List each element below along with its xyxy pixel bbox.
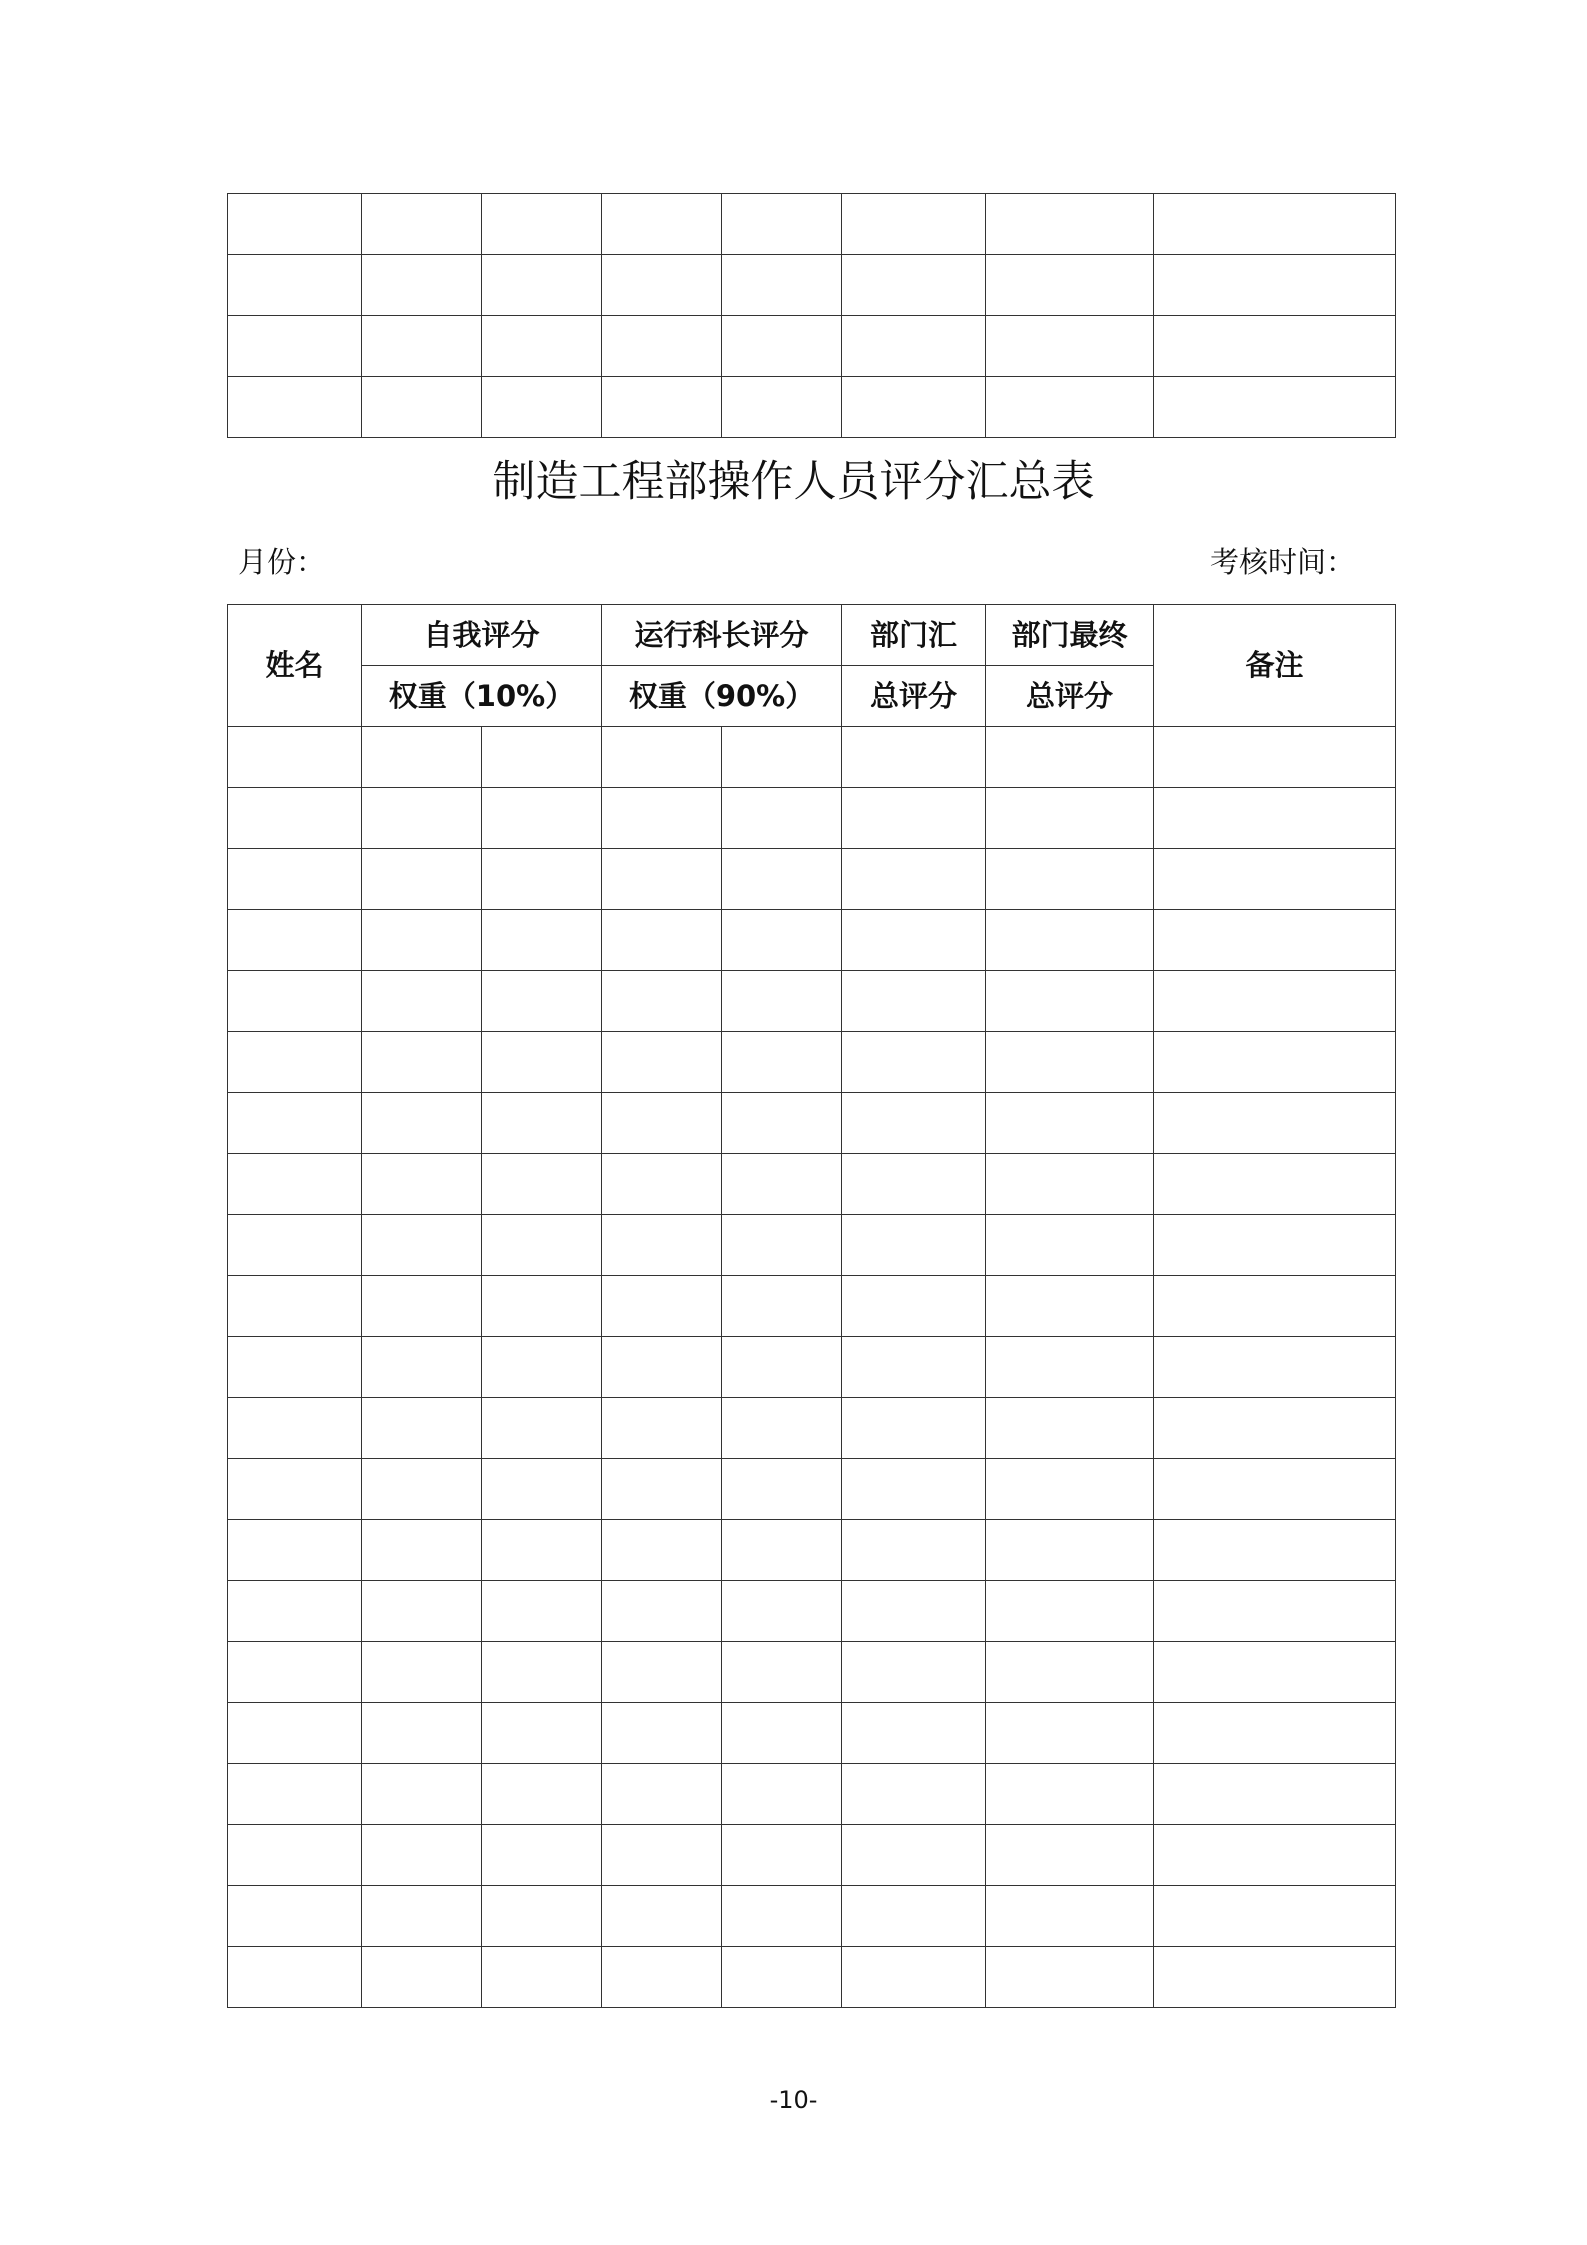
table-cell bbox=[1154, 971, 1396, 1032]
continued-table-body bbox=[228, 194, 1396, 438]
table-row bbox=[228, 1459, 1396, 1520]
table-cell bbox=[228, 971, 362, 1032]
table-cell bbox=[842, 1093, 986, 1154]
table-cell bbox=[722, 1215, 842, 1276]
table-cell bbox=[722, 1642, 842, 1703]
table-cell bbox=[1154, 1642, 1396, 1703]
table-cell bbox=[602, 1703, 722, 1764]
table-cell bbox=[602, 727, 722, 788]
table-cell bbox=[986, 1825, 1154, 1886]
table-cell bbox=[722, 1764, 842, 1825]
table-cell bbox=[602, 1642, 722, 1703]
header-name: 姓名 bbox=[228, 605, 362, 727]
table-cell bbox=[842, 194, 986, 255]
table-row bbox=[228, 1032, 1396, 1093]
table-cell bbox=[986, 194, 1154, 255]
table-cell bbox=[842, 1276, 986, 1337]
table-cell bbox=[362, 1276, 482, 1337]
table-cell bbox=[722, 788, 842, 849]
header-dept-final-line2: 总评分 bbox=[986, 666, 1154, 727]
table-cell bbox=[986, 255, 1154, 316]
table-cell bbox=[602, 316, 722, 377]
assessment-time-label: 考核时间： bbox=[1209, 545, 1355, 579]
table-cell bbox=[482, 1093, 602, 1154]
table-cell bbox=[986, 849, 1154, 910]
table-cell bbox=[228, 849, 362, 910]
table-cell bbox=[986, 1337, 1154, 1398]
table-cell bbox=[842, 1520, 986, 1581]
table-cell bbox=[986, 377, 1154, 438]
table-cell bbox=[602, 1276, 722, 1337]
table-cell bbox=[602, 1459, 722, 1520]
header-dept-summary-line2: 总评分 bbox=[842, 666, 986, 727]
table-cell bbox=[362, 971, 482, 1032]
table-cell bbox=[722, 849, 842, 910]
table-cell bbox=[362, 1337, 482, 1398]
table-row bbox=[228, 1764, 1396, 1825]
header-row-1 bbox=[228, 605, 1396, 666]
table-cell bbox=[842, 1825, 986, 1886]
table-cell bbox=[722, 255, 842, 316]
table-cell bbox=[482, 1947, 602, 2008]
table-cell bbox=[1154, 1276, 1396, 1337]
header-self-weight: 权重（10%） bbox=[362, 666, 602, 727]
table-cell bbox=[842, 788, 986, 849]
table-cell bbox=[602, 1581, 722, 1642]
table-cell bbox=[482, 1703, 602, 1764]
table-cell bbox=[842, 255, 986, 316]
table-cell bbox=[842, 1886, 986, 1947]
table-cell bbox=[362, 1703, 482, 1764]
table-cell bbox=[986, 1459, 1154, 1520]
table-cell bbox=[986, 727, 1154, 788]
table-cell bbox=[228, 1276, 362, 1337]
table-row bbox=[228, 910, 1396, 971]
table-cell bbox=[362, 849, 482, 910]
table-cell bbox=[722, 1825, 842, 1886]
table-cell bbox=[1154, 1520, 1396, 1581]
table-cell bbox=[362, 255, 482, 316]
table-cell bbox=[722, 1154, 842, 1215]
table-cell bbox=[1154, 849, 1396, 910]
table-row bbox=[228, 1886, 1396, 1947]
table-cell bbox=[362, 1459, 482, 1520]
table-cell bbox=[1154, 255, 1396, 316]
page-number: -10- bbox=[769, 2086, 818, 2114]
table-cell bbox=[602, 788, 722, 849]
table-cell bbox=[1154, 1154, 1396, 1215]
table-cell bbox=[362, 1825, 482, 1886]
table-row bbox=[228, 727, 1396, 788]
table-cell bbox=[228, 316, 362, 377]
header-chief-weight: 权重（90%） bbox=[602, 666, 842, 727]
table-cell bbox=[842, 1398, 986, 1459]
table-cell bbox=[602, 971, 722, 1032]
table-cell bbox=[362, 1154, 482, 1215]
continued-table-row bbox=[228, 194, 1396, 255]
table-row bbox=[228, 971, 1396, 1032]
table-cell bbox=[228, 788, 362, 849]
table-cell bbox=[482, 910, 602, 971]
table-cell bbox=[228, 1093, 362, 1154]
table-cell bbox=[362, 194, 482, 255]
table-cell bbox=[482, 1215, 602, 1276]
table-cell bbox=[482, 1825, 602, 1886]
table-cell bbox=[482, 1764, 602, 1825]
table-cell bbox=[482, 1642, 602, 1703]
table-cell bbox=[602, 1215, 722, 1276]
table-cell bbox=[986, 1642, 1154, 1703]
table-cell bbox=[362, 1764, 482, 1825]
table-row bbox=[228, 788, 1396, 849]
table-cell bbox=[482, 1459, 602, 1520]
table-cell bbox=[1154, 1947, 1396, 2008]
table-row bbox=[228, 1215, 1396, 1276]
table-cell bbox=[482, 849, 602, 910]
table-cell bbox=[842, 1947, 986, 2008]
table-cell bbox=[986, 316, 1154, 377]
table-cell bbox=[362, 727, 482, 788]
month-label: 月份： bbox=[238, 545, 326, 579]
table-cell bbox=[482, 194, 602, 255]
header-self-score: 自我评分 bbox=[362, 605, 602, 666]
table-cell bbox=[1154, 1886, 1396, 1947]
table-cell bbox=[228, 194, 362, 255]
table-cell bbox=[842, 1032, 986, 1093]
table-row bbox=[228, 1642, 1396, 1703]
table-cell bbox=[722, 1032, 842, 1093]
table-cell bbox=[482, 316, 602, 377]
table-cell bbox=[1154, 1398, 1396, 1459]
table-cell bbox=[228, 1337, 362, 1398]
header-chief-score: 运行科长评分 bbox=[602, 605, 842, 666]
table-cell bbox=[842, 1642, 986, 1703]
table-cell bbox=[986, 1947, 1154, 2008]
table-cell bbox=[228, 1886, 362, 1947]
table-cell bbox=[722, 194, 842, 255]
table-cell bbox=[842, 1459, 986, 1520]
table-cell bbox=[482, 377, 602, 438]
table-cell bbox=[1154, 194, 1396, 255]
table-cell bbox=[986, 1886, 1154, 1947]
table-cell bbox=[1154, 1703, 1396, 1764]
table-cell bbox=[1154, 1764, 1396, 1825]
table-cell bbox=[362, 1642, 482, 1703]
table-cell bbox=[602, 1825, 722, 1886]
table-cell bbox=[228, 727, 362, 788]
table-cell bbox=[722, 1520, 842, 1581]
table-cell bbox=[1154, 1337, 1396, 1398]
table-cell bbox=[228, 1703, 362, 1764]
header-remarks: 备注 bbox=[1154, 605, 1396, 727]
score-table-body bbox=[228, 727, 1396, 2008]
table-cell bbox=[228, 1947, 362, 2008]
table-cell bbox=[228, 1459, 362, 1520]
table-cell bbox=[602, 849, 722, 910]
table-cell bbox=[482, 1886, 602, 1947]
table-cell bbox=[228, 1520, 362, 1581]
table-cell bbox=[482, 1154, 602, 1215]
table-cell bbox=[362, 1947, 482, 2008]
table-cell bbox=[602, 194, 722, 255]
table-cell bbox=[228, 1825, 362, 1886]
table-cell bbox=[482, 1398, 602, 1459]
table-cell bbox=[722, 316, 842, 377]
table-cell bbox=[722, 1581, 842, 1642]
table-cell bbox=[1154, 1459, 1396, 1520]
table-cell bbox=[482, 1581, 602, 1642]
table-row bbox=[228, 1337, 1396, 1398]
table-cell bbox=[362, 1215, 482, 1276]
table-cell bbox=[228, 1032, 362, 1093]
table-cell bbox=[362, 1032, 482, 1093]
table-row bbox=[228, 849, 1396, 910]
table-cell bbox=[842, 316, 986, 377]
continued-table-row bbox=[228, 316, 1396, 377]
continued-table-row bbox=[228, 255, 1396, 316]
table-cell bbox=[602, 910, 722, 971]
table-cell bbox=[986, 1154, 1154, 1215]
table-cell bbox=[362, 910, 482, 971]
table-cell bbox=[842, 971, 986, 1032]
table-cell bbox=[602, 377, 722, 438]
table-cell bbox=[722, 377, 842, 438]
table-cell bbox=[482, 1337, 602, 1398]
table-cell bbox=[986, 1764, 1154, 1825]
table-cell bbox=[1154, 727, 1396, 788]
table-cell bbox=[842, 910, 986, 971]
table-cell bbox=[722, 1093, 842, 1154]
table-cell bbox=[482, 1032, 602, 1093]
table-cell bbox=[602, 1154, 722, 1215]
table-cell bbox=[722, 910, 842, 971]
table-cell bbox=[228, 1642, 362, 1703]
table-cell bbox=[482, 1276, 602, 1337]
table-cell bbox=[602, 255, 722, 316]
table-row bbox=[228, 1947, 1396, 2008]
table-cell bbox=[986, 788, 1154, 849]
table-cell bbox=[362, 377, 482, 438]
table-cell bbox=[362, 1886, 482, 1947]
table-cell bbox=[482, 1520, 602, 1581]
document-title: 制造工程部操作人员评分汇总表 bbox=[492, 457, 1095, 507]
table-cell bbox=[986, 910, 1154, 971]
table-cell bbox=[1154, 1093, 1396, 1154]
table-cell bbox=[482, 971, 602, 1032]
table-cell bbox=[842, 1337, 986, 1398]
table-cell bbox=[602, 1398, 722, 1459]
table-cell bbox=[722, 1276, 842, 1337]
table-cell bbox=[1154, 1032, 1396, 1093]
continued-table bbox=[227, 193, 1396, 438]
table-cell bbox=[228, 1764, 362, 1825]
table-cell bbox=[722, 727, 842, 788]
table-cell bbox=[986, 1703, 1154, 1764]
table-cell bbox=[228, 910, 362, 971]
table-cell bbox=[482, 788, 602, 849]
table-cell bbox=[986, 1520, 1154, 1581]
table-cell bbox=[986, 971, 1154, 1032]
table-cell bbox=[602, 1947, 722, 2008]
table-cell bbox=[986, 1215, 1154, 1276]
continued-table-row bbox=[228, 377, 1396, 438]
table-cell bbox=[722, 1947, 842, 2008]
table-cell bbox=[842, 1581, 986, 1642]
table-cell bbox=[842, 1764, 986, 1825]
table-cell bbox=[228, 1581, 362, 1642]
score-summary-table bbox=[227, 604, 1396, 2008]
table-cell bbox=[228, 255, 362, 316]
table-cell bbox=[722, 971, 842, 1032]
table-cell bbox=[482, 255, 602, 316]
table-cell bbox=[602, 1032, 722, 1093]
table-cell bbox=[1154, 1581, 1396, 1642]
table-cell bbox=[228, 1154, 362, 1215]
table-cell bbox=[362, 316, 482, 377]
table-row bbox=[228, 1520, 1396, 1581]
table-cell bbox=[362, 1520, 482, 1581]
table-cell bbox=[842, 727, 986, 788]
table-cell bbox=[722, 1886, 842, 1947]
table-row bbox=[228, 1703, 1396, 1764]
table-row bbox=[228, 1825, 1396, 1886]
table-cell bbox=[842, 377, 986, 438]
table-cell bbox=[1154, 788, 1396, 849]
table-cell bbox=[1154, 1215, 1396, 1276]
table-cell bbox=[228, 377, 362, 438]
table-cell bbox=[986, 1581, 1154, 1642]
table-cell bbox=[722, 1459, 842, 1520]
table-cell bbox=[842, 1703, 986, 1764]
table-cell bbox=[986, 1032, 1154, 1093]
table-cell bbox=[986, 1398, 1154, 1459]
table-cell bbox=[602, 1886, 722, 1947]
table-row bbox=[228, 1276, 1396, 1337]
table-cell bbox=[842, 849, 986, 910]
table-cell bbox=[1154, 910, 1396, 971]
table-cell bbox=[842, 1215, 986, 1276]
table-cell bbox=[602, 1337, 722, 1398]
table-cell bbox=[602, 1093, 722, 1154]
table-row bbox=[228, 1581, 1396, 1642]
header-dept-summary-line1: 部门汇 bbox=[842, 605, 986, 666]
table-cell bbox=[228, 1398, 362, 1459]
table-cell bbox=[1154, 316, 1396, 377]
table-cell bbox=[722, 1703, 842, 1764]
table-cell bbox=[602, 1764, 722, 1825]
table-cell bbox=[602, 1520, 722, 1581]
table-cell bbox=[986, 1093, 1154, 1154]
table-cell bbox=[842, 1154, 986, 1215]
table-cell bbox=[986, 1276, 1154, 1337]
table-cell bbox=[228, 1215, 362, 1276]
table-cell bbox=[362, 1398, 482, 1459]
table-row bbox=[228, 1154, 1396, 1215]
table-row bbox=[228, 1093, 1396, 1154]
table-cell bbox=[1154, 1825, 1396, 1886]
table-cell bbox=[482, 727, 602, 788]
table-cell bbox=[362, 1093, 482, 1154]
table-cell bbox=[722, 1337, 842, 1398]
table-cell bbox=[362, 1581, 482, 1642]
table-cell bbox=[1154, 377, 1396, 438]
table-row bbox=[228, 1398, 1396, 1459]
table-cell bbox=[362, 788, 482, 849]
header-dept-final-line1: 部门最终 bbox=[986, 605, 1154, 666]
table-cell bbox=[722, 1398, 842, 1459]
